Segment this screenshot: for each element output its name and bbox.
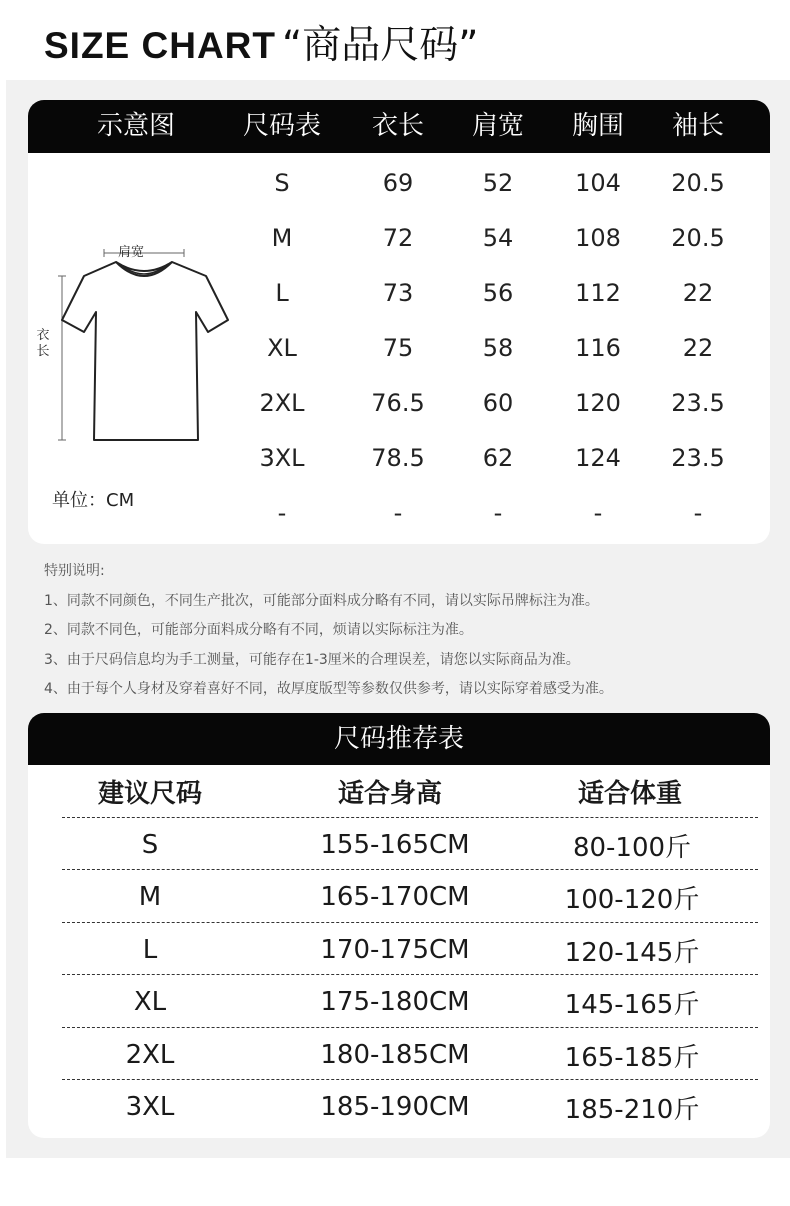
size-cell-size: M (271, 224, 293, 252)
recommend-title: 尺码推荐表 (333, 724, 464, 754)
size-cell-sleeve: 23.5 (671, 444, 725, 472)
size-cell-sleeve: 20.5 (671, 169, 725, 197)
size-cell-sleeve: 22 (682, 279, 714, 307)
recommend-cell-size: L (142, 934, 158, 965)
notes-heading: 特别说明: (44, 563, 105, 579)
size-cell-chest: 112 (575, 279, 621, 307)
header-chest: 胸围 (571, 111, 625, 141)
notes-section (44, 557, 784, 705)
recommend-cell-height: 175-180CM (320, 987, 470, 1018)
size-cell-shoulder: 60 (482, 389, 514, 417)
recommend-cell-weight: 80-100斤 (572, 833, 692, 863)
row-divider (62, 974, 758, 975)
header-shoulder: 肩宽 (471, 111, 525, 141)
size-cell-length: 76.5 (371, 389, 425, 417)
size-cell-sleeve: 23.5 (671, 389, 725, 417)
header-length: 衣长 (371, 111, 425, 141)
recommend-cell-height: 170-175CM (320, 934, 470, 965)
row-divider (62, 817, 758, 818)
title-chinese: “商品尺码” (282, 23, 479, 68)
size-cell-chest: 104 (575, 169, 621, 197)
recommend-cell-size: M (138, 882, 162, 913)
size-cell-shoulder: 62 (482, 444, 514, 472)
size-cell-length: - (393, 499, 403, 527)
size-cell-shoulder: 52 (482, 169, 514, 197)
header-height: 适合身高 (337, 779, 443, 809)
size-cell-sleeve: - (693, 499, 703, 527)
shoulder-label: 肩宽 (118, 245, 145, 260)
size-cell-shoulder: 58 (482, 334, 514, 362)
recommend-cell-size: S (141, 830, 159, 860)
size-cell-chest: - (593, 499, 603, 527)
size-recommend-card (28, 713, 770, 1138)
size-cell-size: XL (267, 334, 297, 362)
recommend-cell-weight: 120-145斤 (564, 937, 700, 968)
size-cell-chest: 120 (575, 389, 621, 417)
recommend-cell-height: 180-185CM (320, 1039, 470, 1070)
recommend-cell-height: 185-190CM (320, 1092, 470, 1122)
tshirt-icon (46, 240, 236, 450)
header-diagram: 示意图 (96, 111, 176, 141)
recommend-cell-weight: 145-165斤 (564, 990, 700, 1021)
size-cell-size: S (274, 169, 290, 197)
recommend-cell-height: 165-170CM (320, 882, 470, 913)
size-cell-length: 69 (382, 169, 414, 197)
recommend-header (28, 713, 770, 765)
row-divider (62, 869, 758, 870)
size-cell-size: L (275, 279, 289, 307)
size-cell-sleeve: 20.5 (671, 224, 725, 252)
title-english: SIZE CHART (44, 25, 276, 66)
size-table-header (28, 100, 770, 153)
recommend-cell-weight: 185-210斤 (564, 1095, 700, 1125)
header-suggest-size: 建议尺码 (97, 779, 203, 809)
note-item: 4、由于每个人身材及穿着喜好不同，故厚度版型等参数仅供参考，请以实际穿着感受为准。 (44, 681, 613, 697)
page-title (44, 14, 478, 70)
recommend-cell-size: 2XL (125, 1039, 175, 1070)
recommend-cell-size: 3XL (125, 1092, 175, 1122)
size-cell-length: 75 (382, 334, 414, 362)
size-cell-sleeve: 22 (682, 334, 714, 362)
size-cell-size: - (277, 499, 287, 527)
recommend-cell-weight: 100-120斤 (564, 885, 700, 916)
size-cell-length: 73 (382, 279, 414, 307)
row-divider (62, 1027, 758, 1028)
header-weight: 适合体重 (577, 779, 683, 809)
size-cell-length: 72 (382, 224, 414, 252)
size-cell-shoulder: 56 (482, 279, 514, 307)
size-cell-shoulder: - (493, 499, 503, 527)
row-divider (62, 1079, 758, 1080)
size-cell-size: 3XL (259, 444, 305, 472)
size-cell-shoulder: 54 (482, 224, 514, 252)
header-size: 尺码表 (242, 111, 322, 141)
length-label: 衣长 (36, 328, 50, 359)
size-cell-size: 2XL (259, 389, 305, 417)
size-cell-chest: 116 (575, 334, 621, 362)
header-sleeve: 袖长 (671, 111, 725, 141)
unit-label: 单位：CM (52, 490, 135, 511)
size-cell-chest: 124 (575, 444, 621, 472)
note-item: 3、由于尺码信息均为手工测量，可能存在1-3厘米的合理误差，请您以实际商品为准。 (44, 651, 580, 668)
size-cell-length: 78.5 (371, 444, 425, 472)
note-item: 2、同款不同色，可能部分面料成分略有不同，烦请以实际标注为准。 (44, 622, 473, 638)
size-cell-chest: 108 (575, 224, 621, 252)
recommend-cell-size: XL (133, 987, 167, 1018)
recommend-cell-height: 155-165CM (320, 830, 470, 860)
size-chart-card (28, 100, 770, 544)
note-item: 1、同款不同颜色，不同生产批次，可能部分面料成分略有不同，请以实际吊牌标注为准。 (44, 592, 599, 609)
recommend-cell-weight: 165-185斤 (564, 1042, 700, 1073)
row-divider (62, 922, 758, 923)
